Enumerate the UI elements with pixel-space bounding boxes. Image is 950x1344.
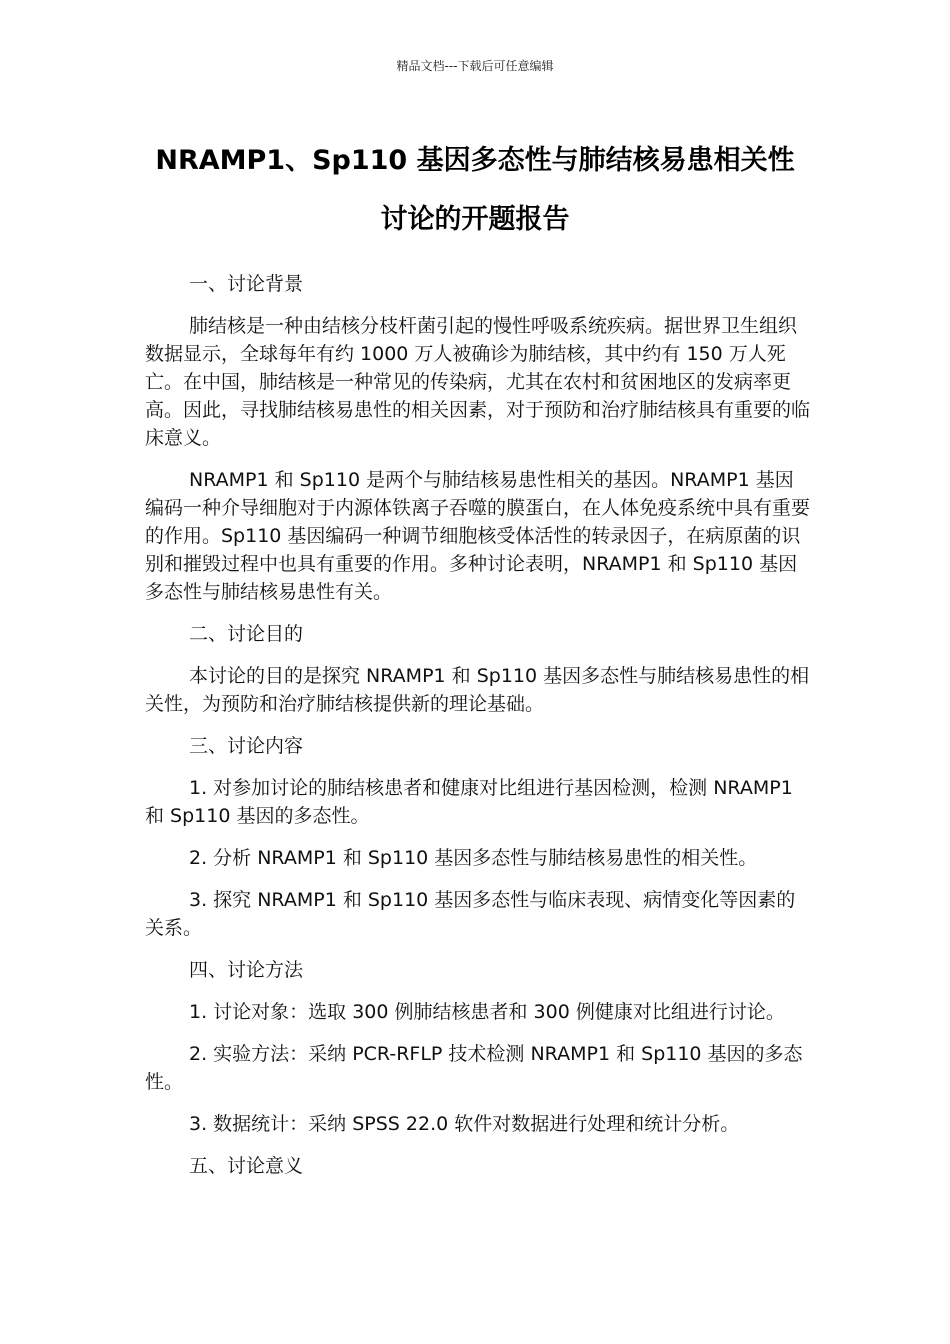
section-heading-purpose: 二、讨论目的 [189,623,304,645]
document-title-line-1: NRAMP1、Sp110 基因多态性与肺结核易患相关性 [155,145,795,176]
section-heading-methods: 四、讨论方法 [189,959,304,981]
list-item-content-3: 3. 探究 NRAMP1 和 Sp110 基因多态性与临床表现、病情变化等因素的关系。 [145,889,796,939]
paragraph-background-1: 肺结核是一种由结核分枝杆菌引起的慢性呼吸系统疾病。据世界卫生组织数据显示，全球每年有约 1000 万人被确诊为肺结核，其中约有 150 万人死亡。在中国，肺结核是一种常见的传染病，尤其在农村和贫困地区的发病率更高。因此，寻找肺结核易患性的相关因素，对于预防和治疗肺结核具有重要的临床意义。 [145,315,811,449]
list-item-methods-1: 1. 讨论对象：选取 300 例肺结核患者和 300 例健康对比组进行讨论。 [189,1001,785,1023]
list-item-content-1: 1. 对参加讨论的肺结核患者和健康对比组进行基因检测，检测 NRAMP1 和 Sp110 基因的多态性。 [145,777,793,827]
list-item-methods-3: 3. 数据统计：采纳 SPSS 22.0 软件对数据进行处理和统计分析。 [189,1113,740,1135]
list-item-content-2: 2. 分析 NRAMP1 和 Sp110 基因多态性与肺结核易患性的相关性。 [189,847,758,869]
paragraph-purpose: 本讨论的目的是探究 NRAMP1 和 Sp110 基因多态性与肺结核易患性的相关性，为预防和治疗肺结核提供新的理论基础。 [145,665,810,715]
document-body [145,270,810,1194]
list-item-methods-2: 2. 实验方法：采纳 PCR-RFLP 技术检测 NRAMP1 和 Sp110 基因的多态性。 [145,1043,803,1093]
page-header: 精品文档---下载后可任意编辑 [396,59,554,73]
section-heading-significance: 五、讨论意义 [189,1155,304,1177]
document-title-line-2: 讨论的开题报告 [380,204,570,235]
paragraph-background-2: NRAMP1 和 Sp110 是两个与肺结核易患性相关的基因。NRAMP1 基因编码一种介导细胞对于内源体铁离子吞噬的膜蛋白，在人体免疫系统中具有重要的作用。Sp110 基因编码一种调节细胞核受体活性的转录因子，在病原菌的识别和摧毁过程中也具有重要的作用。多种讨论表明，NRAMP1 和 Sp110 基因多态性与肺结核易患性有关。 [145,469,811,603]
section-heading-content: 三、讨论内容 [189,735,304,757]
section-heading-background: 一、讨论背景 [189,273,304,295]
